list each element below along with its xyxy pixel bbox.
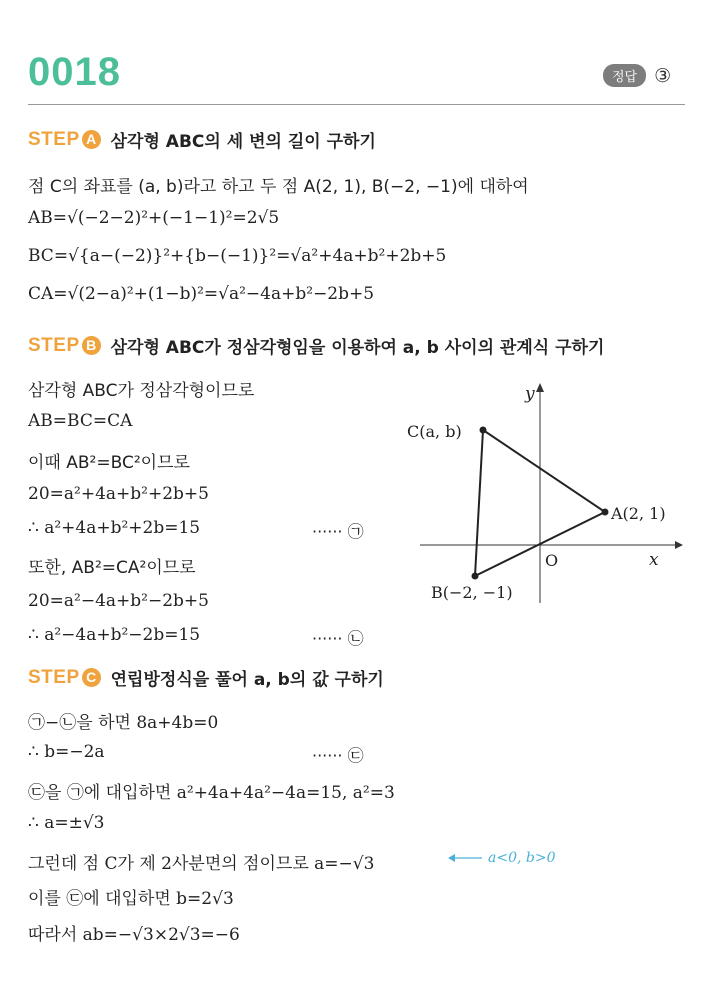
- step-b-line-7: 20=a²−4a+b²−2b+5: [28, 591, 209, 611]
- step-a-line-3: BC=√{a−(−2)}²+{b−(−1)}²=√a²+4a+b²+2b+5: [28, 246, 447, 266]
- step-a-word: STEP: [28, 128, 80, 150]
- step-b-heading: [28, 333, 604, 358]
- step-b-line-1: 삼각형 ABC가 정삼각형이므로: [28, 381, 255, 401]
- coordinate-graph: [395, 375, 695, 615]
- answer-box: [603, 64, 671, 87]
- step-c-line-6: 이를 ㉢에 대입하면 b=2√3: [28, 889, 234, 909]
- step-c-line-2: ∴ b=−2a: [28, 742, 105, 762]
- point-b-dot: [472, 573, 479, 580]
- point-a-dot: [602, 509, 609, 516]
- step-c-line-1: ㉠−㉡을 하면 8a+4b=0: [28, 713, 219, 733]
- origin-label: O: [545, 551, 559, 570]
- problem-number: 0018: [28, 50, 121, 94]
- step-a-line-2: AB=√(−2−2)²+(−1−1)²=2√5: [28, 208, 280, 228]
- point-a-label: A(2, 1): [611, 504, 666, 523]
- y-axis-arrow: [536, 383, 544, 392]
- step-c-badge: C: [82, 668, 101, 687]
- answer-label: 정답: [603, 64, 646, 87]
- point-c-label: C(a, b): [407, 422, 462, 441]
- step-a-title: 삼각형 ABC의 세 변의 길이 구하기: [110, 132, 376, 152]
- step-c-tag: ······ ㉢: [312, 746, 364, 765]
- step-b-line-5: ∴ a²+4a+b²+2b=15: [28, 518, 201, 538]
- point-c-dot: [480, 427, 487, 434]
- x-axis-arrow: [675, 541, 683, 549]
- note-arrow-icon: [448, 851, 484, 865]
- step-c-word: STEP: [28, 666, 80, 688]
- quadrant-note: a<0, b>0: [488, 850, 556, 866]
- step-c-line-5: 그런데 점 C가 제 2사분면의 점이므로 a=−√3: [28, 854, 375, 874]
- step-b-badge: B: [82, 336, 101, 355]
- step-b-tag-1: ······ ㉠: [312, 522, 364, 541]
- step-b-tag-2: ······ ㉡: [312, 629, 364, 648]
- header-divider: [28, 104, 685, 105]
- y-axis-label: y: [525, 384, 535, 404]
- step-a-heading: [28, 127, 376, 152]
- step-c-line-4: ∴ a=±√3: [28, 813, 105, 833]
- step-b-title: 삼각형 ABC가 정삼각형임을 이용하여 a, b 사이의 관계식 구하기: [110, 338, 605, 358]
- step-b-line-8: ∴ a²−4a+b²−2b=15: [28, 625, 201, 645]
- answer-value: ③: [654, 64, 672, 87]
- step-a-line-4: CA=√(2−a)²+(1−b)²=√a²−4a+b²−2b+5: [28, 284, 375, 304]
- step-a-line-1: 점 C의 좌표를 (a, b)라고 하고 두 점 A(2, 1), B(−2, −1)에 대하여: [28, 177, 529, 197]
- step-c-heading: [28, 665, 384, 690]
- step-c-line-7: 따라서 ab=−√3×2√3=−6: [28, 925, 240, 945]
- step-b-line-4: 20=a²+4a+b²+2b+5: [28, 484, 209, 504]
- step-b-word: STEP: [28, 334, 80, 356]
- step-b-line-3: 이때 AB²=BC²이므로: [28, 453, 190, 473]
- step-b-line-2: AB=BC=CA: [28, 411, 133, 431]
- step-c-line-3: ㉢을 ㉠에 대입하면 a²+4a+4a²−4a=15, a²=3: [28, 783, 395, 803]
- point-b-label: B(−2, −1): [431, 583, 513, 602]
- step-b-line-6: 또한, AB²=CA²이므로: [28, 558, 196, 578]
- step-c-title: 연립방정식을 풀어 a, b의 값 구하기: [110, 670, 384, 690]
- step-a-badge: A: [82, 130, 101, 149]
- x-axis-label: x: [649, 550, 659, 570]
